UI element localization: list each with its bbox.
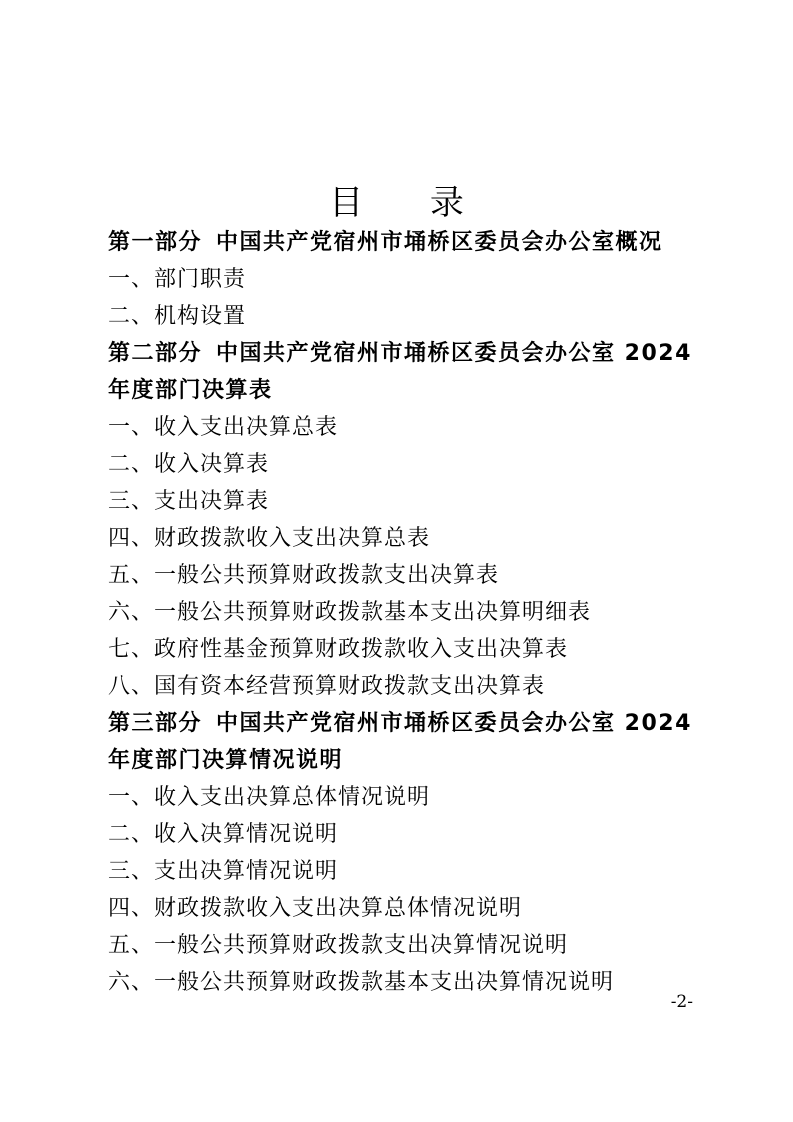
toc-item: 四、财政拨款收入支出决算总表	[108, 526, 431, 551]
toc-item: 二、收入决算情况说明	[108, 822, 339, 847]
toc-item: 二、机构设置	[108, 304, 247, 329]
part1-heading	[108, 224, 708, 261]
part1-title: 中国共产党宿州市埇桥区委员会办公室概况	[216, 230, 663, 255]
toc-item: 三、支出决算表	[108, 489, 270, 514]
page-title: 目 录	[329, 183, 492, 223]
toc-item: 一、部门职责	[108, 267, 247, 292]
toc-item: 八、国有资本经营预算财政拨款支出决算表	[108, 674, 546, 699]
toc-item: 五、一般公共预算财政拨款支出决算情况说明	[108, 933, 569, 958]
part2-heading	[108, 335, 708, 372]
part3-label: 第三部分	[108, 711, 203, 736]
part3-heading	[108, 705, 708, 742]
toc-item: 三、支出决算情况说明	[108, 859, 339, 884]
toc-item: 六、一般公共预算财政拨款基本支出决算情况说明	[108, 970, 615, 995]
toc-item: 二、收入决算表	[108, 452, 270, 477]
table-of-contents	[108, 224, 708, 1001]
toc-item: 五、一般公共预算财政拨款支出决算表	[108, 563, 500, 588]
part2-title-line2: 年度部门决算表	[108, 378, 273, 403]
toc-item: 四、财政拨款收入支出决算总体情况说明	[108, 896, 523, 921]
toc-item: 六、一般公共预算财政拨款基本支出决算明细表	[108, 600, 592, 625]
part3-title-line2: 年度部门决算情况说明	[108, 748, 344, 773]
toc-item: 一、收入支出决算总体情况说明	[108, 785, 431, 810]
part1-label: 第一部分	[108, 230, 203, 255]
page-number: -2-	[670, 992, 693, 1012]
part2-title-line1: 中国共产党宿州市埇桥区委员会办公室 2024	[216, 341, 692, 366]
toc-item: 一、收入支出决算总表	[108, 415, 339, 440]
part3-title-line1: 中国共产党宿州市埇桥区委员会办公室 2024	[216, 711, 692, 736]
toc-item: 七、政府性基金预算财政拨款收入支出决算表	[108, 637, 569, 662]
part2-label: 第二部分	[108, 341, 203, 366]
